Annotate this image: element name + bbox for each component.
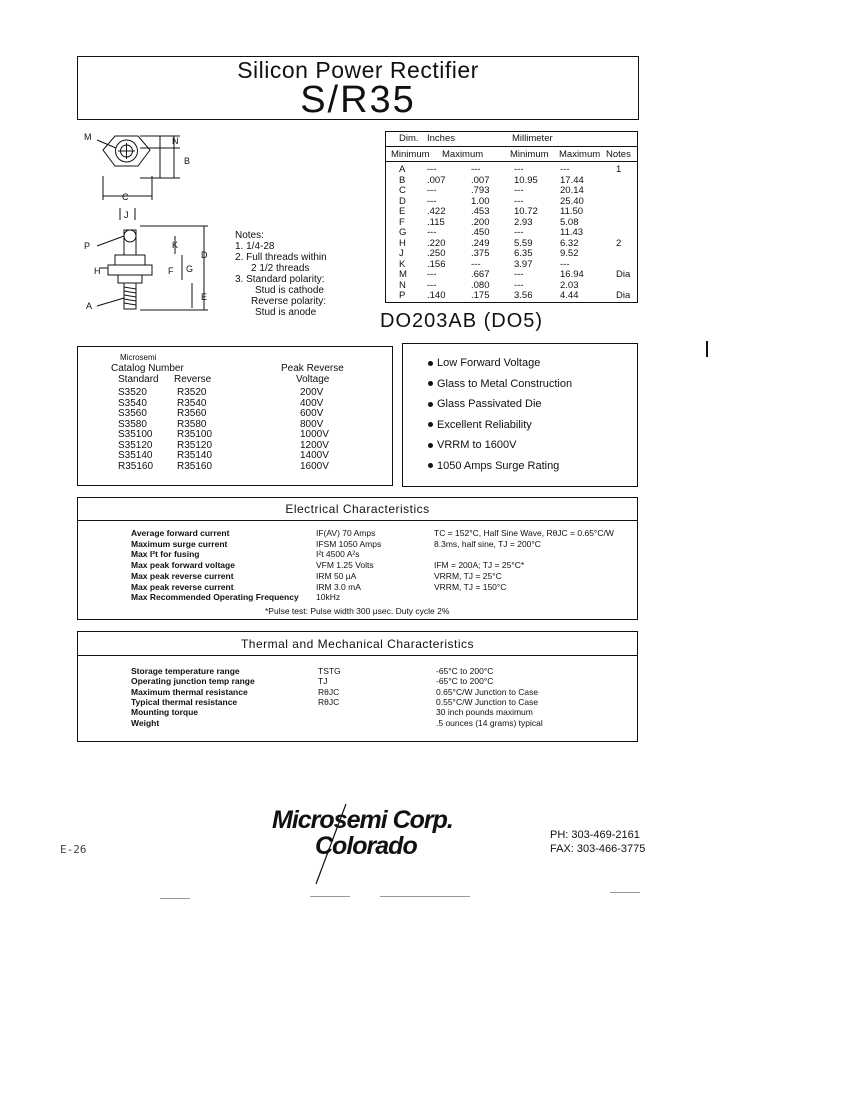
package-outline-drawing (80, 128, 215, 318)
dim-cell-mm_min: 10.72 (514, 206, 538, 217)
title-box (77, 56, 639, 120)
catalog-reverse: R3580 (177, 418, 207, 430)
catalog-voltage: 800V (300, 418, 324, 430)
logo-slash-mark (310, 800, 350, 890)
dim-cell-in_min: .156 (427, 258, 446, 270)
dim-label-n: N (172, 136, 179, 146)
dim-cell-in_max: .175 (471, 290, 490, 301)
dim-cell-in_min: --- (427, 164, 437, 175)
dim-cell-dim: M (399, 269, 407, 280)
scan-artifact-line (380, 896, 470, 897)
thermal-parameter: Weight (131, 717, 160, 728)
bullet-icon (428, 463, 433, 468)
dim-cell-mm_min: 5.59 (514, 237, 533, 249)
dim-cell-dim: K (399, 258, 406, 270)
dim-cell-mm_min: --- (514, 195, 524, 207)
note-line: 1. 1/4-28 (235, 241, 275, 252)
dim-label-j: J (124, 210, 129, 220)
catalog-standard: S3560 (118, 408, 147, 419)
dim-label-d: D (201, 250, 208, 260)
dim-cell-in_min: --- (427, 195, 437, 207)
catalog-heading-voltage: Voltage (296, 374, 330, 385)
dim-cell-mm_min: 2.93 (514, 216, 533, 228)
feature-text: Glass to Metal Construction (437, 377, 573, 390)
dim-label-f: F (168, 266, 174, 276)
phone-number: PH: 303-469-2161 (550, 829, 640, 841)
dim-cell-mm_min: --- (514, 164, 524, 175)
electrical-condition: VRRM, TJ = 150°C (434, 581, 507, 592)
catalog-reverse: R35120 (177, 439, 213, 451)
dim-cell-notes: Dia (616, 269, 631, 280)
dim-label-b: B (184, 156, 191, 166)
dim-label-k: K (172, 240, 179, 250)
catalog-reverse: R35160 (177, 460, 213, 472)
feature-item (428, 439, 516, 451)
dim-cell-in_min: .007 (427, 174, 446, 186)
dim-cell-mm_max: 20.14 (560, 185, 584, 196)
dim-cell-mm_min: 3.97 (514, 258, 533, 270)
dim-cell-in_min: .220 (427, 237, 446, 249)
thermal-value: -65°C to 200°C (436, 676, 494, 687)
electrical-parameter: Max peak reverse current (131, 581, 234, 592)
dim-cell-in_min: .422 (427, 206, 446, 217)
dim-cell-dim: C (399, 185, 406, 196)
catalog-voltage: 1000V (300, 429, 329, 440)
catalog-voltage: 1400V (300, 450, 329, 461)
dim-cell-notes: Dia (616, 290, 631, 301)
thermal-mechanical-characteristics (77, 631, 638, 742)
dimension-table (385, 131, 638, 303)
dim-header-mm: Millimeter (512, 133, 553, 144)
part-number: S/R35 (300, 79, 416, 121)
feature-text: Glass Passivated Die (437, 398, 542, 410)
fax-number: FAX: 303-466-3775 (550, 843, 646, 855)
dim-label-c: C (122, 192, 129, 202)
catalog-heading: Catalog Number (111, 363, 184, 374)
electrical-value: IRM 50 µA (316, 570, 357, 581)
bullet-icon (428, 402, 433, 407)
electrical-value: 10kHz (316, 592, 341, 603)
dim-cell-in_min: --- (427, 185, 437, 196)
company-logo-line2: Colorado (315, 832, 417, 860)
electrical-parameter: Max peak forward voltage (131, 560, 235, 571)
catalog-voltage: 400V (300, 397, 324, 409)
electrical-characteristics (77, 497, 638, 620)
dim-cell-mm_min: 10.95 (514, 174, 538, 186)
catalog-voltage: 1200V (300, 439, 329, 451)
dim-cell-in_max: --- (471, 164, 481, 175)
scan-artifact-line (310, 896, 350, 897)
thermal-parameter: Maximum thermal resistance (131, 686, 248, 697)
dim-cell-mm_max: 25.40 (560, 195, 584, 207)
catalog-voltage: 1600V (300, 460, 329, 472)
thermal-parameter: Storage temperature range (131, 666, 240, 676)
dim-label-a: A (86, 301, 93, 311)
dim-header-mm-min: Minimum (510, 149, 549, 160)
catalog-heading-prv: Peak Reverse (281, 363, 344, 374)
catalog-reverse: R35140 (177, 450, 213, 461)
dim-cell-in_max: .375 (471, 248, 490, 259)
thermal-value: 0.55°C/W Junction to Case (436, 696, 539, 707)
feature-item (428, 378, 572, 390)
dim-cell-mm_max: 9.52 (560, 248, 579, 259)
dim-header-notes: Notes (606, 149, 631, 160)
dim-cell-notes: 1 (616, 164, 622, 175)
electrical-value: IF(AV) 70 Amps (316, 528, 376, 538)
dim-header-in-max: Maximum (442, 149, 484, 160)
feature-text: Excellent Reliability (437, 418, 532, 431)
electrical-condition: TC = 152°C, Half Sine Wave, RθJC = 0.65°C/W (434, 528, 614, 538)
notes (235, 230, 327, 318)
feature-item (428, 398, 542, 410)
dim-cell-mm_min: 3.56 (514, 290, 533, 301)
dim-cell-mm_max: 2.03 (560, 279, 579, 291)
dim-header-mm-max: Maximum (559, 149, 601, 160)
dim-cell-in_min: .115 (427, 216, 445, 228)
dim-cell-in_max: .450 (471, 227, 490, 238)
dim-cell-mm_max: 17.44 (560, 174, 584, 186)
dim-cell-in_min: --- (427, 227, 437, 238)
dim-cell-in_min: .140 (427, 290, 446, 301)
bullet-icon (428, 381, 433, 386)
pulse-test-footnote: *Pulse test: Pulse width 300 µsec. Duty cycle 2% (265, 606, 450, 616)
catalog-reverse: R3560 (177, 408, 207, 419)
catalog-heading-standard: Standard (118, 374, 159, 385)
catalog-standard: S3580 (118, 418, 147, 430)
catalog-heading-reverse: Reverse (174, 374, 212, 385)
catalog-standard: S3520 (118, 387, 147, 398)
note-line: 2. Full threads within (235, 252, 327, 263)
bullet-icon (428, 443, 433, 448)
dim-cell-dim: P (399, 290, 406, 301)
note-line: Stud is anode (255, 307, 317, 318)
note-line: Reverse polarity: (251, 296, 327, 307)
dim-cell-mm_min: --- (514, 279, 524, 291)
dim-cell-dim: F (399, 216, 405, 228)
catalog-number-table (77, 346, 393, 486)
electrical-title: Electrical Characteristics (285, 502, 430, 516)
electrical-condition: VRRM, TJ = 25°C (434, 570, 502, 581)
thermal-title: Thermal and Mechanical Characteristics (240, 637, 475, 651)
feature-text: VRRM to 1600V (437, 439, 517, 451)
electrical-value: IRM 3.0 mA (316, 581, 361, 592)
dim-cell-mm_min: --- (514, 185, 524, 196)
electrical-value: I²t 4500 A²s (316, 549, 360, 560)
dim-cell-in_max: .453 (471, 206, 490, 217)
dim-cell-notes: 2 (616, 237, 622, 249)
dim-cell-dim: E (399, 206, 406, 217)
thermal-value: .5 ounces (14 grams) typical (436, 717, 543, 728)
dim-cell-in_max: .793 (471, 185, 490, 196)
dim-cell-dim: G (399, 227, 407, 238)
package-designation: DO203AB (DO5) (380, 310, 544, 332)
dim-cell-mm_min: --- (514, 269, 524, 280)
thermal-value: 30 inch pounds maximum (436, 707, 533, 718)
scan-artifact-line (160, 898, 190, 899)
dim-cell-mm_max: 11.50 (560, 206, 584, 217)
catalog-voltage: 600V (300, 408, 324, 419)
dim-cell-in_max: .007 (471, 174, 490, 186)
electrical-value: VFM 1.25 Volts (316, 560, 374, 571)
dim-cell-mm_max: --- (560, 164, 570, 175)
page-number: E-26 (60, 843, 87, 856)
feature-item (428, 357, 540, 369)
catalog-reverse: R3540 (177, 397, 207, 409)
feature-text: Low Forward Voltage (437, 357, 541, 369)
dim-label-e: E (201, 292, 208, 302)
dim-cell-in_max: .667 (471, 269, 490, 280)
dim-header-in-min: Minimum (391, 149, 430, 160)
dim-cell-in_max: .200 (471, 216, 490, 228)
electrical-parameter: Max I²t for fusing (131, 549, 200, 560)
thermal-value: -65°C to 200°C (436, 666, 494, 676)
catalog-standard: R35160 (118, 460, 154, 472)
electrical-condition: IFM = 200A; TJ = 25°C* (434, 560, 525, 571)
notes-heading: Notes: (235, 230, 264, 241)
bullet-icon (428, 422, 433, 427)
dim-cell-in_min: .250 (427, 248, 446, 259)
dim-cell-in_min: --- (427, 269, 437, 280)
thermal-parameter: Operating junction temp range (131, 676, 255, 687)
dim-cell-in_max: .249 (471, 237, 490, 249)
dim-cell-mm_max: 11.43 (560, 227, 584, 238)
electrical-parameter: Max Recommended Operating Frequency (131, 592, 299, 603)
feature-item (428, 419, 532, 431)
catalog-voltage: 200V (300, 387, 324, 398)
catalog-standard: S35140 (118, 450, 153, 461)
catalog-standard: S3540 (118, 397, 147, 409)
catalog-standard: S35120 (118, 439, 153, 451)
dim-label-m: M (84, 132, 92, 142)
catalog-standard: S35100 (118, 429, 153, 440)
electrical-parameter: Max peak reverse current (131, 570, 234, 581)
dim-cell-in_min: --- (427, 279, 437, 291)
thermal-symbol: TJ (318, 676, 328, 687)
scan-artifact-line (610, 892, 640, 893)
note-line: 2 1/2 threads (251, 263, 310, 274)
dim-cell-dim: A (399, 164, 406, 175)
thermal-parameter: Typical thermal resistance (131, 696, 238, 707)
thermal-parameter: Mounting torque (131, 707, 199, 718)
note-line: 3. Standard polarity: (235, 274, 325, 285)
bullet-icon (428, 361, 433, 366)
features-list (402, 343, 638, 487)
company-logo-line1: Microsemi Corp. (272, 806, 453, 834)
catalog-reverse: R35100 (177, 429, 213, 440)
dim-header-dim: Dim. (399, 133, 419, 144)
dim-cell-dim: N (399, 279, 406, 291)
dim-cell-mm_max: 6.32 (560, 237, 579, 249)
document-title: Silicon Power Rectifier (237, 57, 479, 83)
dim-header-inches: Inches (427, 133, 455, 144)
thermal-value: 0.65°C/W Junction to Case (436, 686, 539, 697)
dim-cell-mm_min: 6.35 (514, 248, 533, 259)
dim-cell-dim: D (399, 195, 406, 207)
dim-label-p: P (84, 241, 91, 251)
electrical-condition: 8.3ms, half sine, TJ = 200°C (434, 538, 541, 549)
thermal-symbol: RθJC (318, 686, 340, 697)
margin-mark (706, 341, 708, 357)
dim-cell-dim: J (399, 248, 404, 259)
dim-cell-in_max: 1.00 (471, 195, 490, 207)
feature-item (428, 460, 559, 472)
thermal-symbol: RθJC (318, 696, 340, 707)
note-line: Stud is cathode (255, 285, 324, 296)
dim-label-g: G (186, 264, 194, 274)
dim-cell-in_max: --- (471, 258, 481, 270)
feature-text: 1050 Amps Surge Rating (437, 459, 560, 472)
thermal-symbol: TSTG (318, 666, 341, 676)
catalog-reverse: R3520 (177, 387, 207, 398)
electrical-parameter: Maximum surge current (131, 538, 228, 549)
dim-cell-mm_max: 5.08 (560, 216, 579, 228)
dim-cell-in_max: .080 (471, 279, 490, 291)
dim-cell-mm_min: --- (514, 227, 524, 238)
dim-cell-dim: H (399, 237, 406, 249)
electrical-value: IFSM 1050 Amps (316, 538, 382, 549)
electrical-parameter: Average forward current (131, 528, 230, 538)
dim-cell-mm_max: 4.44 (560, 290, 579, 301)
dim-cell-mm_max: --- (560, 258, 570, 270)
dim-label-h: H (94, 266, 101, 276)
dim-cell-dim: B (399, 174, 406, 186)
dim-cell-mm_max: 16.94 (560, 269, 584, 280)
brand-label: Microsemi (120, 353, 157, 362)
